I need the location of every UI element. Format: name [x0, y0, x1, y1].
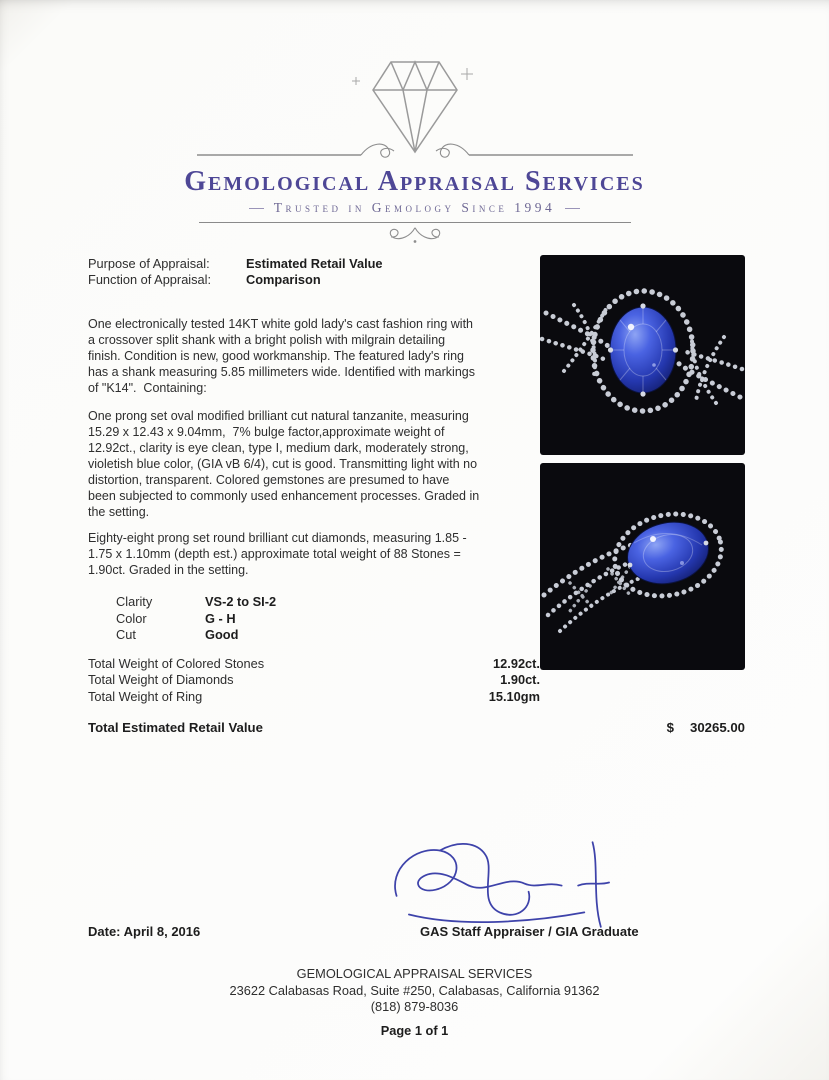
purpose-label: Purpose of Appraisal:	[88, 256, 210, 271]
appraiser-signature	[378, 834, 640, 932]
diamond-logo-icon	[195, 52, 635, 164]
clarity-label: Clarity	[116, 594, 153, 609]
total-colored-stones-row	[88, 656, 540, 672]
function-label: Function of Appraisal:	[88, 272, 212, 287]
tagline-dash-right	[565, 208, 580, 209]
ring-photo-top-view	[540, 255, 745, 455]
grade-row-color	[116, 611, 276, 628]
footer	[0, 966, 829, 1039]
grade-row-cut	[116, 627, 276, 644]
diamond-grades-table	[116, 594, 276, 644]
total-ring-weight-row	[88, 689, 540, 705]
header-divider	[199, 222, 631, 223]
total-diamonds-label: Total Weight of Diamonds	[88, 672, 234, 688]
total-colored-stones-value: 12.92ct.	[493, 656, 540, 671]
company-title: Gemological Appraisal Services	[184, 166, 645, 197]
total-diamonds-value: 1.90ct.	[500, 672, 540, 688]
function-row	[88, 272, 478, 288]
retail-amount: 30265.00	[689, 720, 745, 735]
appraiser-title: GAS Staff Appraiser / GIA Graduate	[420, 924, 639, 939]
appraisal-meta	[88, 256, 478, 288]
footer-company: GEMOLOGICAL APPRAISAL SERVICES	[296, 966, 533, 981]
appraisal-date: Date: April 8, 2016	[88, 924, 201, 939]
ring-photo-side-view	[540, 463, 745, 670]
purpose-value: Estimated Retail Value	[246, 256, 383, 271]
flourish-icon	[383, 224, 447, 248]
color-value: G - H	[205, 610, 236, 626]
page-number: Page 1 of 1	[380, 1022, 449, 1038]
total-ring-weight-value: 15.10gm	[488, 688, 540, 704]
diamonds-description-paragraph: Eighty-eight prong set round brilliant cut diamonds, measuring 1.85 - 1.75 x 1.10mm (depth est.) approximate total weight of 88 Stones = 1.90ct. Graded in the setting.	[88, 531, 471, 577]
tagline-text: Trusted in Gemology Since 1994	[273, 200, 556, 215]
tanzanite-description-paragraph: One prong set oval modified brilliant cut natural tanzanite, measuring 15.29 x 12.43 x 9.04mm, 7% bulge factor,approximate weight of 12.92ct., clarity is eye clean, type I, medium dark, moderately strong, violetish blue color, (GIA vB 6/4), cut is good. Transmitting light with no distortion, transparent. Colored gemstones are presumed to have been subjected to commonly used enhancement processes. Graded in the setting.	[88, 409, 483, 519]
ring-description-paragraph: One electronically tested 14KT white gold lady's cast fashion ring with a crossover split shank with a bright polish with milgrain detailing finish. Condition is new, good workmanship. The featured lady's ring has a shank measuring 5.85 millimeters wide. Identified with markings of "K14". Containing:	[88, 317, 479, 395]
tagline	[0, 200, 829, 216]
weight-totals	[88, 656, 540, 705]
retail-value-label: Total Estimated Retail Value	[88, 720, 263, 735]
total-ring-weight-label: Total Weight of Ring	[88, 688, 203, 704]
footer-phone: (818) 879-8036	[370, 999, 459, 1014]
function-value: Comparison	[246, 272, 321, 287]
tagline-dash-left	[249, 208, 264, 209]
purpose-row	[88, 256, 478, 272]
retail-money	[667, 720, 745, 735]
header	[0, 52, 829, 248]
cut-label: Cut	[116, 627, 136, 642]
total-colored-stones-label: Total Weight of Colored Stones	[88, 656, 265, 671]
color-label: Color	[116, 610, 147, 626]
total-diamonds-row	[88, 672, 540, 688]
cut-value: Good	[205, 627, 239, 642]
footer-address: 23622 Calabasas Road, Suite #250, Calabasas, California 91362	[229, 982, 600, 998]
estimated-retail-value-row	[88, 720, 745, 735]
currency-symbol: $	[666, 720, 674, 735]
clarity-value: VS-2 to SI-2	[205, 594, 277, 609]
grade-row-clarity	[116, 594, 276, 611]
